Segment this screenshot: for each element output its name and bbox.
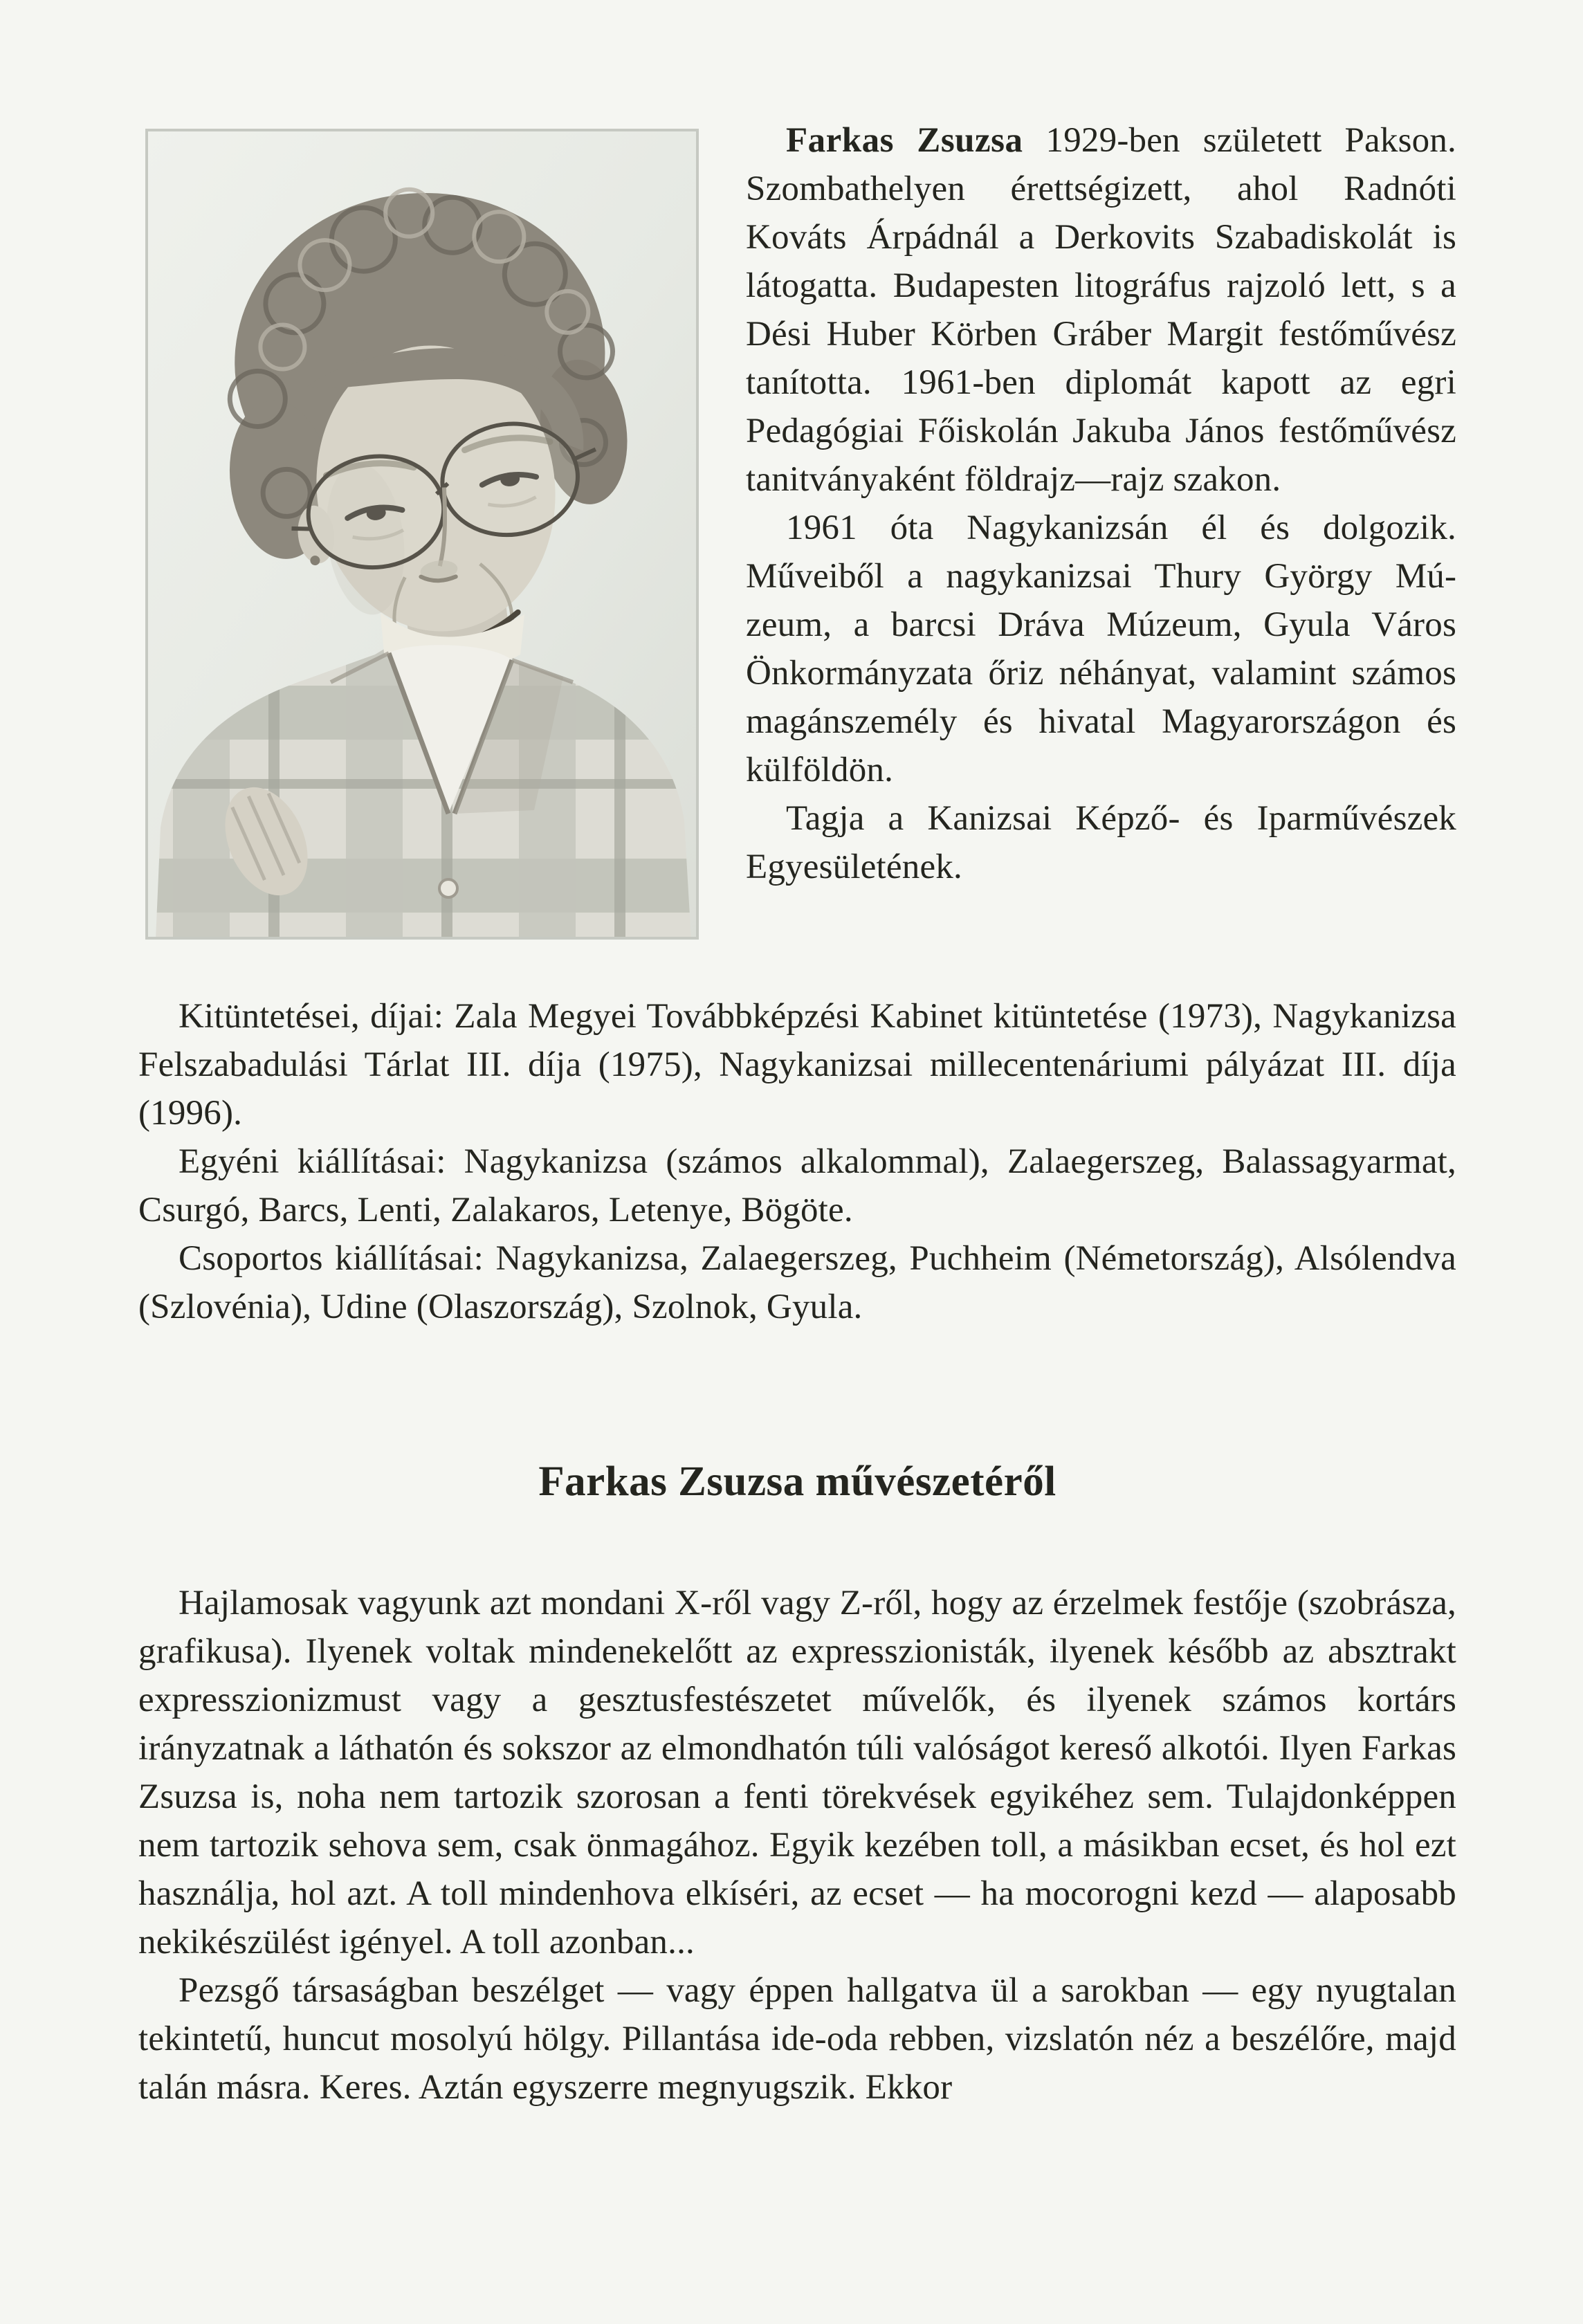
solo-exhibitions-paragraph: Egyéni kiállításai: Nagykanizsa (számos alkalommal), Zalaegerszeg, Balassagyarmat, Csurgó, Barcs, Lenti, Zalakaros, Letenye, Bögöte.	[138, 1142, 1456, 1229]
awards-paragraph: Kitüntetései, díjai: Zala Megyei Továbbképzési Kabinet kitüntetése (1973), Nagykanizsa Felszabadulási Tárlat III. díja (1975), Nagykanizsai millecentenáriumi pályázat III. díja (1996).	[138, 997, 1456, 1133]
awards-and-exhibitions	[138, 960, 1456, 1331]
bio-paragraph-since-1961: 1961 óta Nagykanizsán él és dolgozik. Műveiből a nagykanizsai Thury György Múzeum, a barcsi Dráva Múzeum, Gyula Város Önkormányzata őriz néhányat, valamint számos magánszemély és hivatal Magyarországon és külföldön.	[746, 509, 1456, 789]
essay-paragraph-2: Pezsgő társaságban beszélget — vagy éppen hallgatva ül a sarokban — egy nyugtalan tekintetű, huncut mosolyú hölgy. Pillantása ide-oda rebben, vizslatón néz a beszélőre, majd talán másra. Keres. Aztán egyszerre megnyugszik. Ekkor	[138, 1971, 1456, 2107]
essay-paragraph-1: Hajlamosak vagyunk azt mondani X-ről vagy Z-ről, hogy az érzelmek festője (szobrásza, grafikusa). Ilyenek voltak mindenekelőtt az expresszionisták, ilyenek később az absztrakt expresszionizmust vagy a gesztusfestészetet művelők, és ilyenek számos kortárs irányzatnak a láthatón és sokszor az elmondhatón túli valóságot kereső alkotói. Ilyen Farkas Zsuzsa is, noha nem tartozik szorosan a fenti törekvések egyikéhez sem. Tulajdonképpen nem tartozik sehova sem, csak önmagához. Egyik kezében toll, a másikban ecset, és hol ezt használja, hol azt. A toll mindenhova elkíséri, az ecset — ha mocorogni kezd — alaposabb nekikészülést igényel. A toll azonban...	[138, 1584, 1456, 1961]
bio-paragraph-membership: Tagja a Kanizsai Képző- és Iparművészek Egyesületének.	[746, 799, 1456, 886]
group-exhibitions-paragraph: Csoportos kiállításai: Nagykanizsa, Zalaegerszeg, Puchheim (Németország), Alsólendva (Szlovénia), Udine (Olaszország), Szolnok, Gyula.	[138, 1239, 1456, 1326]
section-heading: Farkas Zsuzsa művészetéről	[538, 1458, 1056, 1505]
portrait-photo	[145, 129, 699, 940]
artist-name: Farkas Zsuzsa	[786, 121, 1023, 160]
portrait-photo-art	[145, 129, 699, 940]
bio-intro-text: 1929-ben született Pakson. Szombathelyen érettségizett, ahol Radnóti Kováts Árpádnál a Derkovits Szabadiskolát is látogatta. Budapesten litográfus rajzoló lett, s a Dési Huber Körben Gráber Margit festőművész tanította. 1961-ben diplomát kapott az egri Pedagógiai Főiskolán Jakuba János festőművész tanitványaként földrajz—rajz szakon.	[746, 121, 1456, 499]
